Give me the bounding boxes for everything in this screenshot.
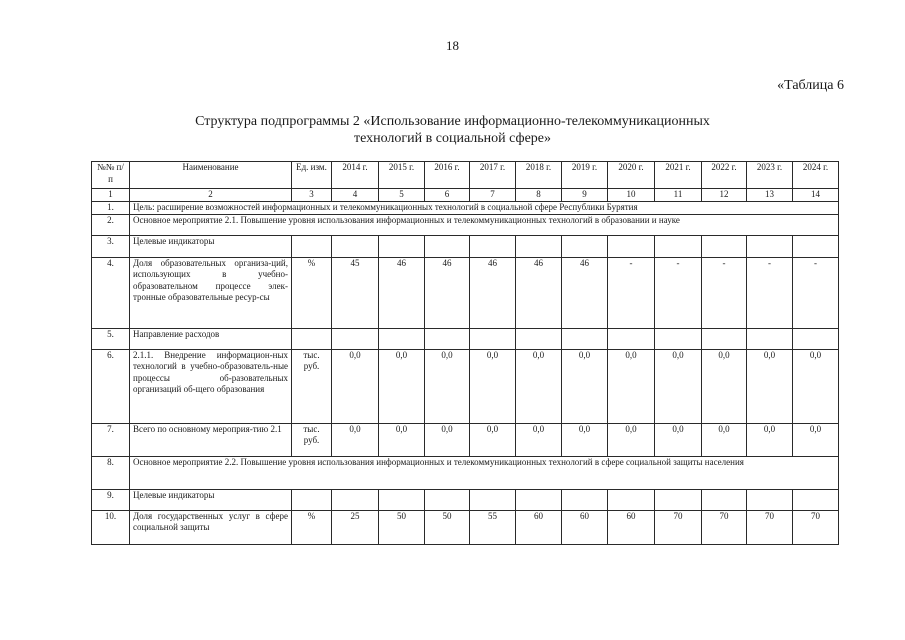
empty-cell (425, 489, 470, 510)
empty-cell (516, 489, 562, 510)
value-cell: 0,0 (379, 423, 425, 456)
title-line-2: технологий в социальной сфере» (353, 131, 552, 146)
empty-cell (292, 235, 332, 257)
unit-cell: % (292, 257, 332, 328)
document-title (0, 113, 905, 147)
value-cell: 0,0 (425, 349, 470, 423)
value-cell: 70 (747, 510, 793, 544)
value-cell: 45 (332, 257, 379, 328)
empty-cell (608, 489, 655, 510)
value-cell: - (702, 257, 747, 328)
row-number: 7. (92, 423, 130, 456)
header-year: 2024 г. (793, 162, 839, 189)
column-number: 4 (332, 189, 379, 202)
empty-cell (655, 235, 702, 257)
empty-cell (747, 328, 793, 349)
column-number: 5 (379, 189, 425, 202)
empty-cell (655, 489, 702, 510)
empty-cell (332, 328, 379, 349)
value-cell: 0,0 (562, 349, 608, 423)
page-number: 18 (446, 38, 459, 53)
row-number: 6. (92, 349, 130, 423)
table-label: «Таблица 6 (777, 78, 844, 93)
empty-cell (425, 235, 470, 257)
empty-cell (332, 235, 379, 257)
column-number: 14 (793, 189, 839, 202)
title-line-1: Структура подпрограммы 2 «Использование информационно-телекоммуникационных (195, 114, 710, 129)
table-row (92, 456, 839, 489)
value-cell: - (793, 257, 839, 328)
empty-cell (516, 328, 562, 349)
empty-cell (608, 235, 655, 257)
value-cell: 46 (425, 257, 470, 328)
empty-cell (702, 489, 747, 510)
header-year: 2019 г. (562, 162, 608, 189)
header-unit: Ед. изм. (292, 162, 332, 189)
header-year: 2014 г. (332, 162, 379, 189)
indicator-name: Доля государственных услуг в сфере социальной защиты (130, 510, 292, 544)
table-row (92, 423, 839, 456)
value-cell: - (608, 257, 655, 328)
row-number: 2. (92, 214, 130, 235)
row-number: 10. (92, 510, 130, 544)
value-cell: 0,0 (793, 423, 839, 456)
empty-cell (562, 235, 608, 257)
empty-cell (793, 328, 839, 349)
header-year: 2020 г. (608, 162, 655, 189)
row-number: 9. (92, 489, 130, 510)
value-cell: - (655, 257, 702, 328)
column-number: 2 (130, 189, 292, 202)
value-cell: 0,0 (793, 349, 839, 423)
expense-name: 2.1.1. Внедрение информацион-ных технологий в учебно-образователь-ные процессы об-разовательных организаций об-щего образования (130, 349, 292, 423)
subprogram-structure-table (91, 161, 839, 545)
table-row (92, 257, 839, 328)
column-number: 9 (562, 189, 608, 202)
value-cell: 70 (655, 510, 702, 544)
table-row (92, 235, 839, 257)
empty-cell (793, 489, 839, 510)
header-year: 2016 г. (425, 162, 470, 189)
column-number: 11 (655, 189, 702, 202)
header-name: Наименование (130, 162, 292, 189)
empty-cell (470, 489, 516, 510)
empty-cell (470, 328, 516, 349)
value-cell: 0,0 (470, 349, 516, 423)
column-number: 7 (470, 189, 516, 202)
header-year: 2022 г. (702, 162, 747, 189)
unit-cell: тыс. руб. (292, 423, 332, 456)
value-cell: 60 (562, 510, 608, 544)
value-cell: 0,0 (516, 423, 562, 456)
value-cell: - (747, 257, 793, 328)
row-number: 4. (92, 257, 130, 328)
table-row (92, 214, 839, 235)
empty-cell (332, 489, 379, 510)
header-num: №№ п/п (92, 162, 130, 189)
row-activity-text: Основное мероприятие 2.2. Повышение уровня использования информационных и телекоммуникационных технологий в сфере социальной защиты населения (130, 456, 839, 489)
header-row (92, 162, 839, 189)
value-cell: 70 (702, 510, 747, 544)
value-cell: 50 (425, 510, 470, 544)
table-row (92, 489, 839, 510)
empty-cell (379, 328, 425, 349)
empty-cell (562, 489, 608, 510)
value-cell: 46 (562, 257, 608, 328)
table-row (92, 510, 839, 544)
value-cell: 70 (793, 510, 839, 544)
value-cell: 0,0 (608, 349, 655, 423)
value-cell: 0,0 (747, 423, 793, 456)
row-number: 8. (92, 456, 130, 489)
total-name: Всего по основному мероприя-тию 2.1 (130, 423, 292, 456)
value-cell: 0,0 (425, 423, 470, 456)
table-row (92, 201, 839, 214)
row-number: 3. (92, 235, 130, 257)
empty-cell (747, 235, 793, 257)
value-cell: 0,0 (332, 423, 379, 456)
row-number: 5. (92, 328, 130, 349)
row-section-text: Целевые индикаторы (130, 489, 292, 510)
value-cell: 46 (379, 257, 425, 328)
unit-cell: % (292, 510, 332, 544)
value-cell: 55 (470, 510, 516, 544)
value-cell: 60 (516, 510, 562, 544)
value-cell: 60 (608, 510, 655, 544)
column-number: 1 (92, 189, 130, 202)
indicator-name: Доля образовательных организа-ций, использующих в учебно-образовательном процессе элек-тронные образовательные ресур-сы (130, 257, 292, 328)
row-section-text: Целевые индикаторы (130, 235, 292, 257)
empty-cell (470, 235, 516, 257)
value-cell: 0,0 (332, 349, 379, 423)
empty-cell (425, 328, 470, 349)
empty-cell (379, 235, 425, 257)
empty-cell (379, 489, 425, 510)
column-number-row (92, 189, 839, 202)
value-cell: 0,0 (470, 423, 516, 456)
value-cell: 50 (379, 510, 425, 544)
table-row (92, 328, 839, 349)
column-number: 12 (702, 189, 747, 202)
value-cell: 0,0 (702, 423, 747, 456)
value-cell: 0,0 (655, 423, 702, 456)
row-goal-text: Цель: расширение возможностей информационных и телекоммуникационных технологий в социальной сфере Республики Бурятия (130, 201, 839, 214)
value-cell: 0,0 (747, 349, 793, 423)
value-cell: 0,0 (379, 349, 425, 423)
row-section-text: Направление расходов (130, 328, 292, 349)
header-year: 2015 г. (379, 162, 425, 189)
value-cell: 46 (470, 257, 516, 328)
row-activity-text: Основное мероприятие 2.1. Повышение уровня использования информационных и телекоммуникационных технологий в образовании и науке (130, 214, 839, 235)
empty-cell (702, 235, 747, 257)
value-cell: 0,0 (608, 423, 655, 456)
empty-cell (793, 235, 839, 257)
empty-cell (562, 328, 608, 349)
empty-cell (702, 328, 747, 349)
column-number: 6 (425, 189, 470, 202)
column-number: 10 (608, 189, 655, 202)
empty-cell (292, 328, 332, 349)
empty-cell (292, 489, 332, 510)
header-year: 2017 г. (470, 162, 516, 189)
row-number: 1. (92, 201, 130, 214)
value-cell: 25 (332, 510, 379, 544)
header-year: 2018 г. (516, 162, 562, 189)
empty-cell (516, 235, 562, 257)
value-cell: 0,0 (655, 349, 702, 423)
header-year: 2021 г. (655, 162, 702, 189)
value-cell: 0,0 (516, 349, 562, 423)
empty-cell (608, 328, 655, 349)
empty-cell (747, 489, 793, 510)
column-number: 3 (292, 189, 332, 202)
value-cell: 46 (516, 257, 562, 328)
empty-cell (655, 328, 702, 349)
unit-cell: тыс. руб. (292, 349, 332, 423)
value-cell: 0,0 (562, 423, 608, 456)
header-year: 2023 г. (747, 162, 793, 189)
table-row (92, 349, 839, 423)
value-cell: 0,0 (702, 349, 747, 423)
column-number: 8 (516, 189, 562, 202)
column-number: 13 (747, 189, 793, 202)
